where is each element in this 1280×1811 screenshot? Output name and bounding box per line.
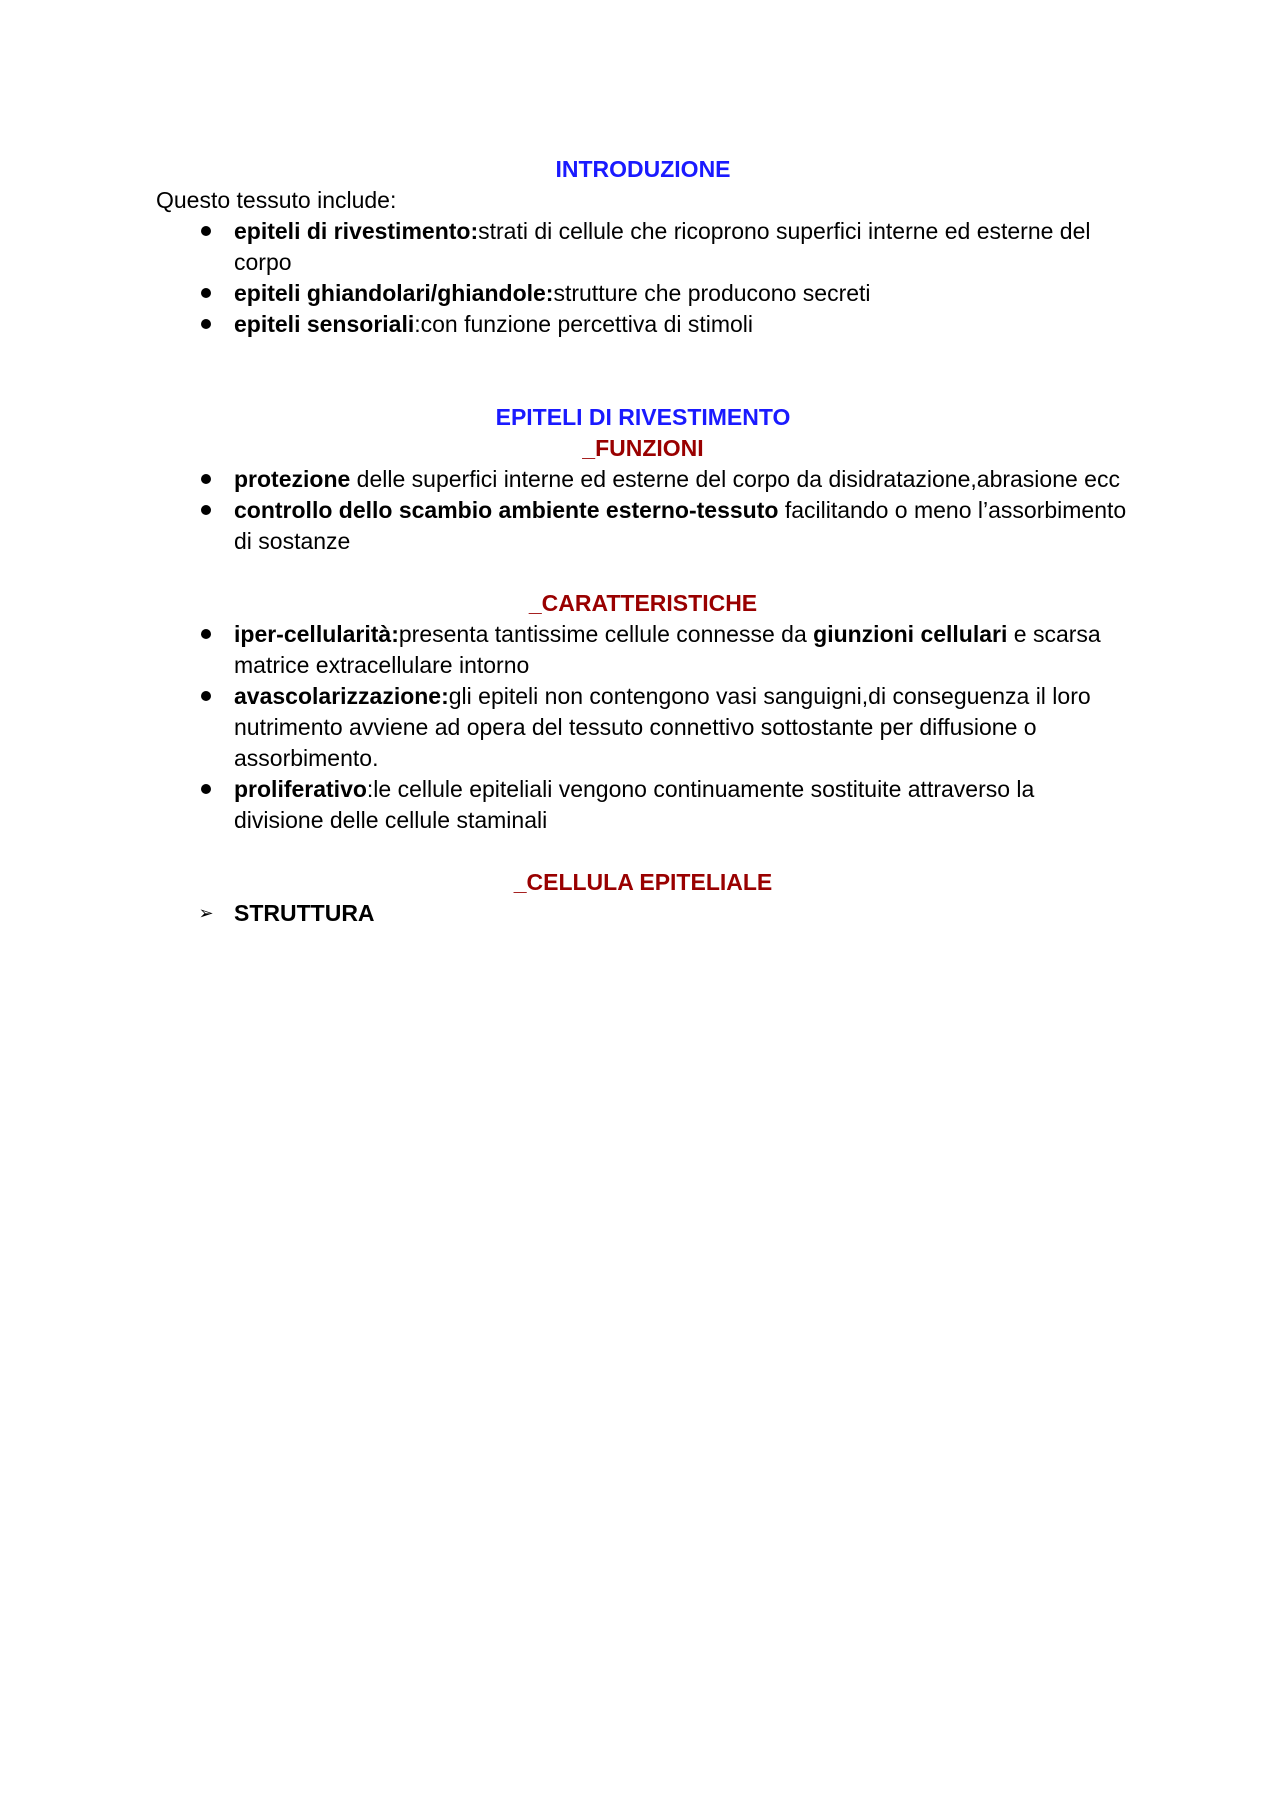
arrow-bullet-icon: ➢ xyxy=(198,903,214,923)
bullet-icon xyxy=(196,309,216,340)
bullet-icon xyxy=(196,619,216,650)
caratteristiche-list xyxy=(156,619,1130,836)
list-item: proliferativo:le cellule epiteliali vengono continuamente sostituite attraverso la divisione delle cellule staminali xyxy=(234,774,1130,836)
heading-caratteristiche: _CARATTERISTICHE xyxy=(528,590,758,616)
heading-funzioni: _FUNZIONI xyxy=(582,435,704,461)
bullet-icon xyxy=(196,216,216,247)
heading-cellula-epiteliale: _CELLULA EPITELIALE xyxy=(513,869,773,895)
bullet-icon xyxy=(196,774,216,805)
list-item: avascolarizzazione:gli epiteli non contengono vasi sanguigni,di conseguenza il loro nutrimento avviene ad opera del tessuto connettivo sottostante per diffusione o assorbimento. xyxy=(234,681,1130,774)
spacer xyxy=(156,557,1130,588)
spacer xyxy=(156,836,1130,867)
list-item: epiteli sensoriali:con funzione percettiva di stimoli xyxy=(234,309,1130,340)
list-item: ➢ STRUTTURA xyxy=(234,898,1130,929)
heading-epiteli-rivestimento: EPITELI DI RIVESTIMENTO xyxy=(495,404,791,430)
intro-list xyxy=(156,216,1130,340)
funzioni-list xyxy=(156,464,1130,557)
list-item: iper-cellularità:presenta tantissime cellule connesse da giunzioni cellulari e scarsa matrice extracellulare intorno xyxy=(234,619,1130,681)
list-item: epiteli ghiandolari/ghiandole:strutture che producono secreti xyxy=(234,278,1130,309)
spacer xyxy=(156,340,1130,402)
intro-lead: Questo tessuto include: xyxy=(156,187,397,213)
list-item: controllo dello scambio ambiente esterno-tessuto facilitando o meno l’assorbimento di sostanze xyxy=(234,495,1130,557)
bullet-icon xyxy=(196,278,216,309)
bullet-icon xyxy=(196,681,216,712)
cellula-list xyxy=(156,898,1130,929)
list-item: epiteli di rivestimento:strati di cellule che ricoprono superfici interne ed esterne del corpo xyxy=(234,216,1130,278)
heading-introduzione: INTRODUZIONE xyxy=(555,156,731,182)
bullet-icon xyxy=(196,464,216,495)
bullet-icon xyxy=(196,495,216,526)
list-item: protezione delle superfici interne ed esterne del corpo da disidratazione,abrasione ecc xyxy=(234,464,1130,495)
